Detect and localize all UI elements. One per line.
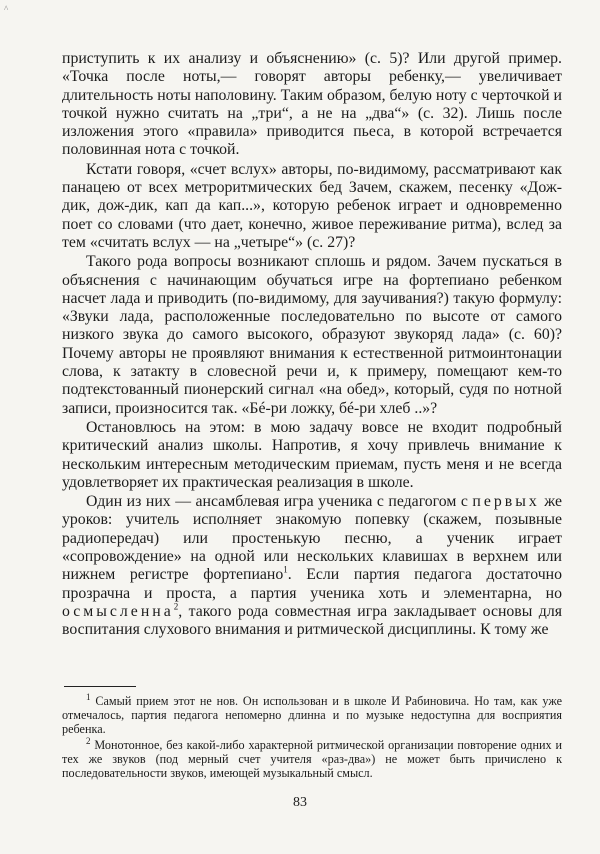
paragraph: Такого рода вопросы возникают сплошь и рядом. Зачем пускаться в объяснения с начинающим обучаться игре на фортепиано ребенком насчет лада и приводить (по-видимому, для заучивания?) такую формулу: «Звуки лада, расположенные последовательно по высоте от самого низкого звука до самого высокого, образуют звукоряд лада» (с. 60)? Почему авторы не проявляют внимания к естественной ритмоинтонации слова, к затакту в словесной речи и, к примеру, помещают кем-то подтекстованный пионерский сигнал «на обед», который, судя по нотной записи, произносится так. «Бé-ри ложку, бé-ри хлеб ..»?	[62, 253, 562, 417]
text-run: же уроков: учитель исполняет знакомую попевку (скажем, позывные радиопередач) или простенькую песню, а ученик играет «сопровождение» на одной или нескольких клавишах в верхнем или нижнем регистре фортепиано	[62, 493, 562, 584]
text-run: Один из них — ансамблевая игра ученика с педагогом с	[86, 493, 473, 511]
footnotes	[62, 691, 563, 781]
footnote	[62, 691, 563, 737]
paragraph-ensemble	[62, 493, 562, 639]
paragraph-continuation: приступить к их анализу и объяснению» (с. 5)? Или другой пример. «Точка после ноты,— говорят авторы ребенку,— увеличивает длительность ноты наполовину. Таким образом, белую ноту с черточкой и точкой нужно считать на „три“, а не на „два“» (с. 32). Лишь после изложения этого «правила» приводится пьеса, в которой встречается половинная нота с точкой.	[62, 50, 562, 159]
footnote-text: Монотонное, без какой-либо характерной ритмической организации повторение одних и тех же звуков (под мерный счет учителя «раз-два») не может быть причислено к последовательности звуков, имеющей музыкальный смысл.	[62, 737, 562, 781]
text-run: , такого рода совместная игра закладывает основы для воспитания слухового внимания и ритмической дисциплины. К тому же	[62, 602, 562, 639]
footnote-rule	[64, 686, 136, 687]
footnote-marker: 1	[86, 691, 91, 702]
spaced-word: первых	[472, 493, 540, 511]
footnote-marker: 2	[86, 735, 91, 746]
footnote-ref: 2	[173, 601, 179, 612]
text-run: . Если партия педагога достаточно прозрачна и проста, а партия ученика хоть и элементарна, но	[62, 566, 562, 602]
paragraph: Остановлюсь на этом: в мою задачу вовсе не входит подробный критический анализ школы. Напротив, я хочу привлечь внимание к нескольким интересным методическим приемам, пусть меня и не всегда удовлетворяет их практическая реализация в школе.	[62, 418, 562, 491]
page-number: 83	[293, 795, 307, 810]
footnote	[62, 735, 562, 781]
paragraph: Кстати говоря, «счет вслух» авторы, по-видимому, рассматривают как панацею от всех метроритмических бед Зачем, скажем, песенку «Дож-дик, дож-дик, кап да кап...», которую ребенок играет и одновременно поет со словами (что дает, конечно, живое переживание ритма), вслед за тем «считать вслух — на „четыре“» (с. 27)?	[62, 160, 562, 251]
spaced-word: осмысленна	[62, 602, 174, 620]
footnote-ref: 1	[283, 565, 288, 576]
footnote-text: Самый прием этот не нов. Он использован и в школе И Рабиновича. Но там, как уже отмечалось, партия педагога непомерно длинна и по музыке недоступна для восприятия ребенка.	[62, 694, 563, 737]
body-text	[62, 50, 562, 640]
corner-mark: ^	[4, 4, 9, 14]
